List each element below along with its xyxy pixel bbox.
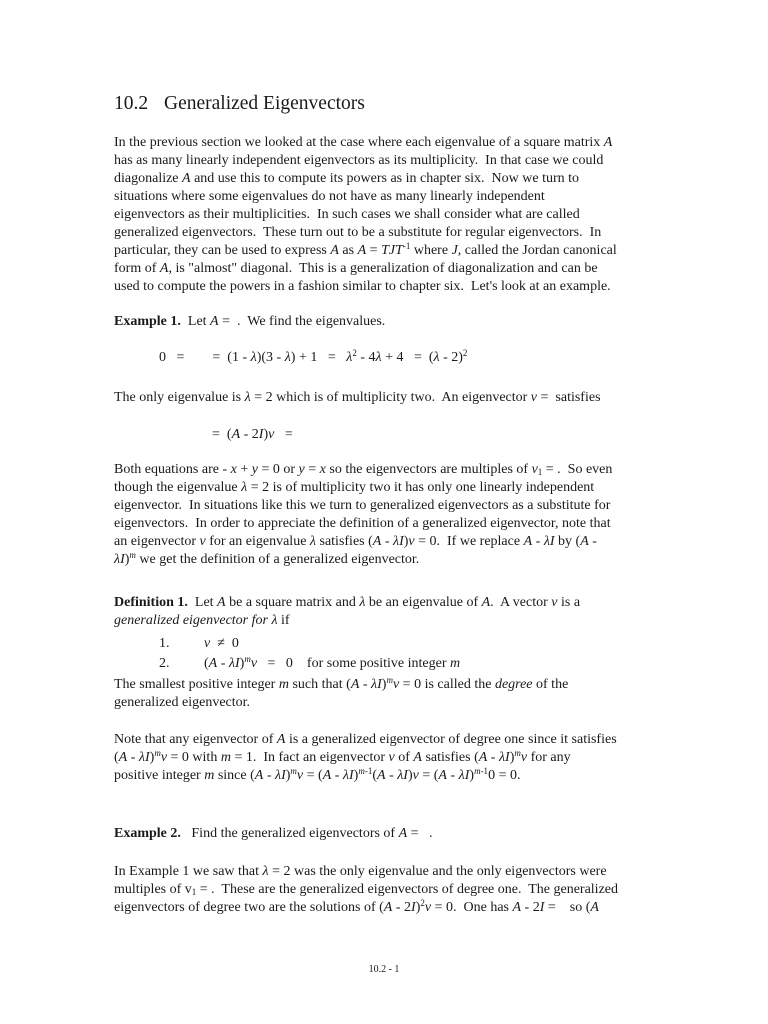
section-number: 10.2 [114, 93, 149, 114]
note-line: (A - λI)$^m$v = 0 with m = 1. In fact an eigenvector v of A satisfies (A - λI)$^m$v for any [114, 748, 571, 765]
definition-1-label: Definition 1. [114, 595, 188, 610]
definition-item-1: 1. v ≠ 0 [159, 636, 239, 651]
page-footer: 10.2 - 1 [368, 964, 400, 975]
discussion-line: Both equations are - x + y = 0 or y = x so the eigenvectors are multiples of $v_1$ = . So even [114, 462, 613, 477]
note-paragraph [114, 731, 659, 785]
note-line: positive integer m since (A - λI)$^m$v = (A - λI)$^{m-1}$(A - λI)v = (A - λI)$^{m-1}$0 = 0. [114, 766, 521, 783]
example-2-label: Example 2. [114, 826, 181, 841]
discussion-line: eigenvector. In situations like this we turn to generalized eigenvectors as a substitute for [114, 498, 611, 513]
example-2-body [114, 863, 659, 917]
example-1-label: Example 1. [114, 314, 181, 329]
example-1-heading: Example 1. Let A = . We find the eigenvalues. [114, 314, 386, 329]
discussion-line: though the eigenvalue λ = 2 is of multiplicity two it has only one linearly independent [114, 480, 595, 495]
discussion-line: eigenvectors. In order to appreciate the definition of a generalized eigenvector, note that [114, 516, 611, 531]
intro-line: eigenvectors as their multiplicities. In such cases we shall consider what are called [114, 207, 580, 222]
intro-line: generalized eigenvectors. These turn out to be a substitute for regular eigenvectors. In [114, 225, 602, 240]
eigenvector-equation: = (A - 2I)v = [212, 427, 293, 442]
section-title: Generalized Eigenvectors [164, 93, 365, 114]
example-2-line: eigenvectors of degree two are the solutions of (A - 2I)$^2$v = 0. One has A - 2I = so (A [114, 898, 599, 915]
intro-line: diagonalize A and use this to compute its powers as in chapter six. Now we turn to [114, 171, 580, 186]
section-heading [114, 93, 365, 115]
discussion-line: λI)$^m$ we get the definition of a generalized eigenvector. [114, 550, 420, 567]
intro-paragraph [114, 134, 659, 296]
example-1-discussion [114, 461, 659, 569]
note-line: Note that any eigenvector of A is a generalized eigenvector of degree one since it satisfies [114, 732, 617, 747]
only-eigenvalue-line: The only eigenvalue is λ = 2 which is of multiplicity two. An eigenvector v = satisfies [114, 390, 601, 405]
intro-line: has as many linearly independent eigenvectors as its multiplicity. In that case we could [114, 153, 604, 168]
characteristic-equation: 0 = = $(1 - \lambda)(3 - \lambda) + 1 = \lambda^2 - 4\lambda + 4 = (\lambda - 2)^2$ [159, 348, 468, 365]
degree-definition: The smallest positive integer m such that (A - λI)$^m$v = 0 is called the degree of the generalized eigenvector. [114, 675, 569, 710]
example-2-heading: Example 2. Find the generalized eigenvectors of A = . [114, 826, 433, 841]
intro-line: situations where some eigenvalues do not have as many linearly independent [114, 189, 545, 204]
intro-line: particular, they can be used to express A as $A = TJT^{-1}$ where J, called the Jordan canonical [114, 241, 617, 258]
definition-item-2: 2. (A - λI)$^m$v = 0 for some positive integer m [159, 654, 461, 671]
example-2-line: In Example 1 we saw that λ = 2 was the only eigenvalue and the only eigenvectors were [114, 864, 607, 879]
intro-line: form of A, is "almost" diagonal. This is a generalization of diagonalization and can be [114, 261, 598, 276]
example-2-line: multiples of $v_1$ = . These are the generalized eigenvectors of degree one. The generalized [114, 882, 619, 897]
discussion-line: an eigenvector v for an eigenvalue λ satisfies (A - λI)v = 0. If we replace A - λI by (A - [114, 534, 597, 549]
intro-line: In the previous section we looked at the case where each eigenvalue of a square matrix A [114, 135, 613, 150]
definition-1: Definition 1. Let A be a square matrix and λ be an eigenvalue of A. A vector v is a generalized eigenvector for λ if [114, 595, 581, 628]
intro-line: used to compute the powers in a fashion similar to chapter six. Let's look at an example. [114, 279, 611, 294]
